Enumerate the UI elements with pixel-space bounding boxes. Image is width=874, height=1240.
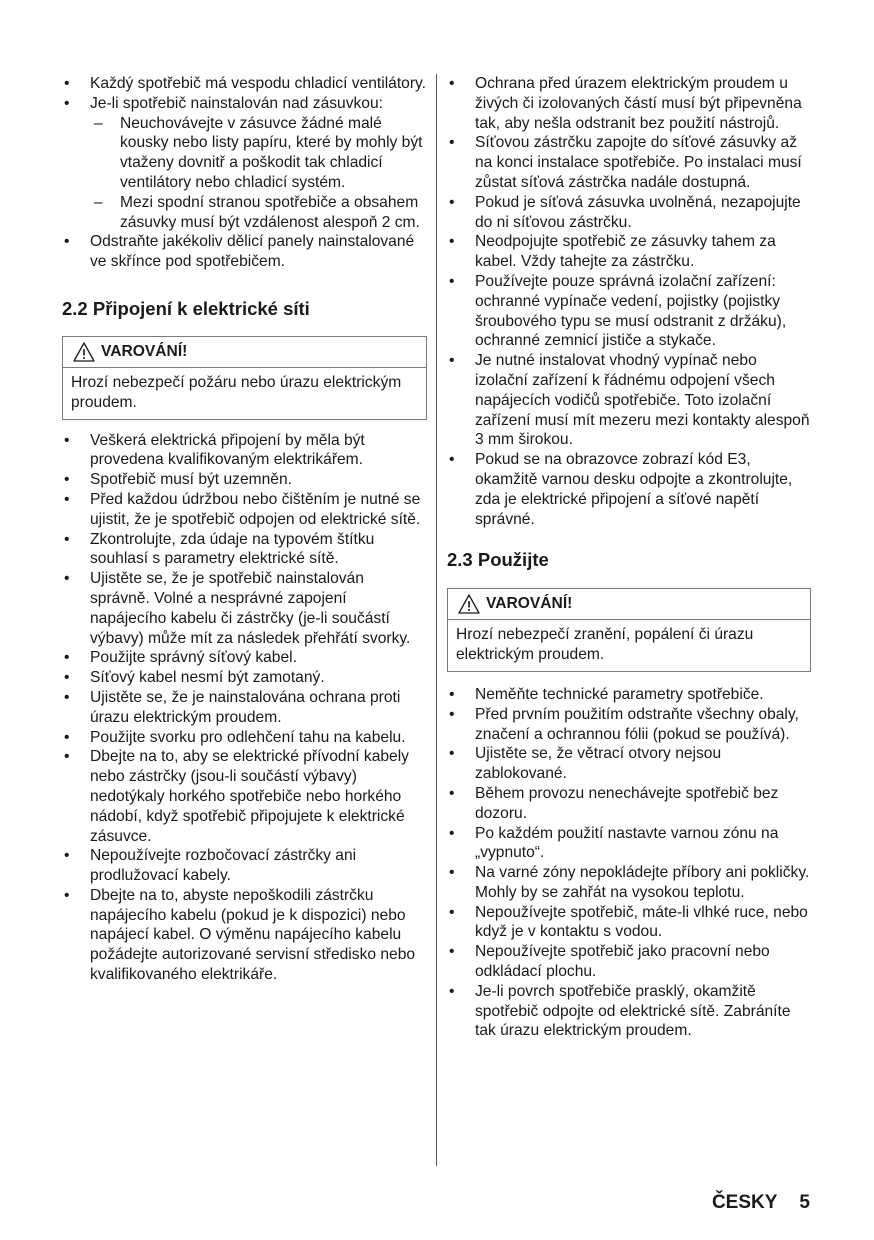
list-item: • Pokud je síťová zásuvka uvolněná, nezapojujte do ni síťovou zástrčku. (447, 193, 811, 233)
list-item: • Používejte pouze správná izolační zařízení: ochranné vypínače vedení, pojistky (pojistky šroubového typu se musí odstranit z držáku), ochranné zemnicí jističe a stykače. (447, 272, 811, 351)
electrical-connection-list (62, 431, 427, 985)
list-item: • Nepoužívejte rozbočovací zástrčky ani prodlužovací kabely. (62, 846, 427, 886)
list-item: • Nepoužívejte spotřebič jako pracovní nebo odkládací plochu. (447, 942, 811, 982)
list-item: • Na varné zóny nepokládejte příbory ani pokličky. Mohly by se zahřát na vysokou teplotu. (447, 863, 811, 903)
warning-header (63, 337, 426, 368)
footer-language: ČESKY (711, 1192, 778, 1213)
list-item: • Je nutné instalovat vhodný vypínač nebo izolační zařízení k řádnému odpojení všech napájecích vodičů spotřebiče. Toto izolační zařízení musí mít mezeru mezi kontakty alespoň 3 mm širokou. (447, 351, 811, 450)
list-item: • Neměňte technické parametry spotřebiče. (447, 685, 811, 705)
warning-title: VAROVÁNÍ! (101, 343, 188, 361)
warning-triangle-icon (458, 594, 480, 614)
column-divider (436, 74, 437, 1166)
list-item: • Ujistěte se, že větrací otvory nejsou zablokované. (447, 744, 811, 784)
list-item: • Před každou údržbou nebo čištěním je nutné se ujistit, že je spotřebič odpojen od elektrické sítě. (62, 490, 427, 530)
section-heading-2-3: 2.3 Použijte (447, 549, 549, 571)
list-item: • Ujistěte se, že je nainstalována ochrana proti úrazu elektrickým proudem. (62, 688, 427, 728)
list-item: • Odstraňte jakékoliv dělicí panely nainstalované ve skřínce pod spotřebičem. (62, 232, 427, 272)
list-item: • Dbejte na to, abyste nepoškodili zástrčku napájecího kabelu (pokud je k dispozici) nebo napájecí kabel. O výměnu napájecího kabelu požádejte autorizované servisní středisko nebo kvalifikovaného elektrikáře. (62, 886, 427, 985)
list-item: • Po každém použití nastavte varnou zónu na „vypnuto“. (447, 824, 811, 864)
list-item: • Spotřebič musí být uzemněn. (62, 470, 427, 490)
list-item: • Použijte svorku pro odlehčení tahu na kabelu. (62, 728, 427, 748)
warning-box (62, 336, 427, 420)
warning-title: VAROVÁNÍ! (486, 595, 573, 613)
list-item: • Ochrana před úrazem elektrickým proudem u živých či izolovaných částí musí být připevněna tak, aby nešla odstranit bez použití nástrojů. (447, 74, 811, 133)
warning-header (448, 589, 810, 620)
list-item: • Pokud se na obrazovce zobrazí kód E3, okamžitě varnou desku odpojte a zkontrolujte, zda je elektrické připojení a síťové napětí správné. (447, 450, 811, 529)
list-item: • Každý spotřebič má vespodu chladicí ventilátory. (62, 74, 427, 94)
sub-list-item: – Mezi spodní stranou spotřebiče a obsahem zásuvky musí být vzdálenost alespoň 2 cm. (62, 193, 427, 233)
list-item: • Použijte správný síťový kabel. (62, 648, 427, 668)
list-item: • Síťový kabel nesmí být zamotaný. (62, 668, 427, 688)
warning-text: Hrozí nebezpečí zranění, popálení či úrazu elektrickým proudem. (456, 626, 754, 664)
list-item: • Ujistěte se, že je spotřebič nainstalován správně. Volné a nesprávné zapojení napájecího kabelu či zástrčky (je-li součástí výbavy) může mít za následek přehřátí svorky. (62, 569, 427, 648)
intro-list (62, 74, 427, 272)
list-item: • Veškerá elektrická připojení by měla být provedena kvalifikovaným elektrikářem. (62, 431, 427, 471)
left-column (62, 74, 427, 985)
list-item: • Dbejte na to, aby se elektrické přívodní kabely nebo zástrčky (jsou-li součástí výbavy) nedotýkaly horkého spotřebiče nebo horkého nádobí, když spotřebič připojujete k elektrické zásuvce. (62, 747, 427, 846)
right-column (447, 74, 811, 1041)
list-item: • Neodpojujte spotřebič ze zásuvky tahem za kabel. Vždy tahejte za zástrčku. (447, 232, 811, 272)
warning-text: Hrozí nebezpečí požáru nebo úrazu elektrickým proudem. (71, 373, 402, 411)
list-item: • Je-li povrch spotřebiče prasklý, okamžitě spotřebič odpojte od elektrické sítě. Zabráníte tak úrazu elektrickým proudem. (447, 982, 811, 1041)
list-item: • Nepoužívejte spotřebič, máte-li vlhké ruce, nebo když je v kontaktu s vodou. (447, 903, 811, 943)
usage-list (447, 685, 811, 1041)
list-item: • Během provozu nenechávejte spotřebič bez dozoru. (447, 784, 811, 824)
list-item: • Síťovou zástrčku zapojte do síťové zásuvky až na konci instalace spotřebiče. Po instalaci musí zůstat síťová zástrčka nadále dostupná. (447, 133, 811, 192)
sub-list-item: – Neuchovávejte v zásuvce žádné malé kousky nebo listy papíru, které by mohly být vtaženy dovnitř a poškodit tak chladicí ventilátory nebo chladicí systém. (62, 114, 427, 193)
list-item: • Před prvním použitím odstraňte všechny obaly, značení a ochrannou fólii (pokud se používá). (447, 705, 811, 745)
page-number: 5 (799, 1192, 810, 1213)
list-item: • Zkontrolujte, zda údaje na typovém štítku souhlasí s parametry elektrické sítě. (62, 530, 427, 570)
page-footer (712, 1192, 810, 1214)
section-heading-2-2: 2.2 Připojení k elektrické síti (62, 297, 310, 319)
electrical-connection-list-continued (447, 74, 811, 529)
warning-box (447, 588, 811, 672)
warning-triangle-icon (73, 342, 95, 362)
list-item: • Je-li spotřebič nainstalován nad zásuvkou: (62, 94, 427, 114)
